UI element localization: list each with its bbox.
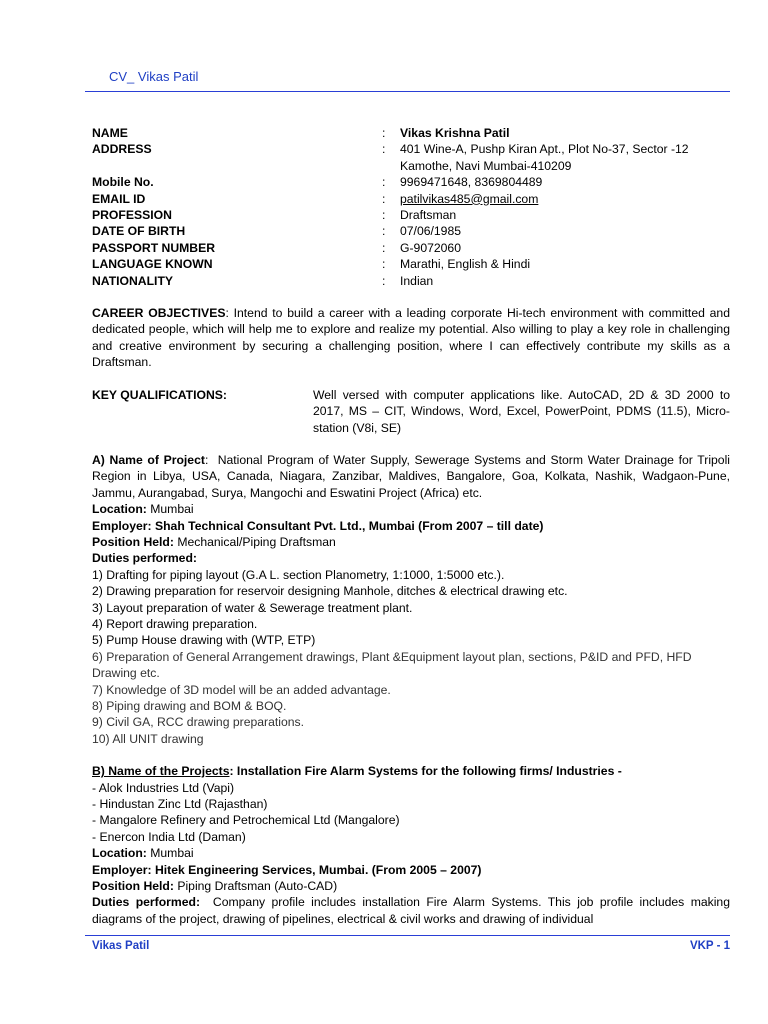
project-b-duties-text: Company profile includes installation Fire Alarm Systems. This job profile includes making diagrams of the project, drawing of pipelines, electrical & civil works and drawing of individual: [92, 895, 730, 926]
info-row-mobile: [92, 174, 730, 190]
project-a-label: A) Name of Project: [92, 452, 205, 467]
info-colon: :: [382, 208, 386, 223]
email-link[interactable]: patilvikas485@gmail.com: [400, 191, 539, 206]
duty-item: 7) Knowledge of 3D model will be an added advantage.: [92, 682, 391, 697]
info-label: Mobile No.: [92, 175, 154, 190]
project-b: [92, 763, 730, 927]
info-colon: :: [382, 240, 386, 255]
info-colon: :: [382, 224, 386, 239]
project-b-position: [92, 878, 730, 894]
info-label: DATE OF BIRTH: [92, 224, 186, 239]
header-title: CV_ Vikas Patil: [109, 69, 199, 84]
info-label: PASSPORT NUMBER: [92, 240, 216, 255]
location-label: Location:: [92, 502, 147, 517]
project-b-label: B) Name of the Projects: [92, 764, 230, 779]
position-label: Position Held:: [92, 534, 174, 549]
info-label: LANGUAGE KNOWN: [92, 257, 213, 272]
duty-item: 6) Preparation of General Arrangement drawings, Plant &Equipment layout plan, sections, P&ID and PFD, HFD Drawing etc.: [92, 649, 692, 681]
address-line-1: 401 Wine-A, Pushp Kiran Apt., Plot No-37, Sector -12: [400, 142, 689, 157]
firm-item: - Enercon India Ltd (Daman): [92, 829, 246, 844]
personal-details: [92, 125, 730, 289]
info-value: [400, 191, 730, 207]
info-value: G-9072060: [400, 240, 461, 255]
info-value: Vikas Krishna Patil: [400, 126, 510, 140]
project-a-location: [92, 501, 730, 517]
info-label: EMAIL ID: [92, 191, 146, 206]
cv-content: [92, 125, 730, 927]
firm-item: - Alok Industries Ltd (Vapi): [92, 780, 235, 795]
project-b-name: [92, 763, 730, 779]
info-value: 9969471648, 8369804489: [400, 175, 543, 190]
info-row-profession: [92, 207, 730, 223]
header-divider: [85, 91, 730, 92]
info-row-language: [92, 256, 730, 272]
key-qualifications-label: KEY QUALIFICATIONS:: [92, 387, 227, 402]
project-a-colon: :: [204, 452, 209, 467]
info-row-email: [92, 191, 730, 207]
position-value: Mechanical/Piping Draftsman: [177, 534, 336, 549]
info-colon: :: [382, 175, 386, 190]
project-b-duties: [92, 894, 730, 927]
footer-name: Vikas Patil: [92, 940, 150, 952]
position-label: Position Held:: [92, 879, 174, 894]
info-label: ADDRESS: [92, 142, 152, 157]
info-colon: :: [382, 126, 386, 140]
project-b-location: [92, 845, 730, 861]
info-colon: :: [382, 273, 386, 288]
info-row-name: [92, 125, 730, 141]
info-value: Draftsman: [400, 208, 457, 223]
career-text: : Intend to build a career with a leading corporate Hi-tech environment with committed and dedicated people, which will help me to explore and realize my potential. Also willing to play a key role in challenging and creative environment by securing a challenging position, where I can effectively contribute my skills as a Draftsman.: [92, 306, 730, 370]
duty-item: 8) Piping drawing and BOM & BOQ.: [92, 699, 287, 713]
info-row-address: [92, 141, 730, 174]
project-a-name: [92, 452, 730, 501]
duty-item: 2) Drawing preparation for reservoir designing Manhole, ditches & electrical drawing etc.: [92, 584, 568, 599]
info-label: NATIONALITY: [92, 273, 174, 288]
duty-item: 5) Pump House drawing with (WTP, ETP): [92, 633, 316, 648]
project-b-text: : Installation Fire Alarm Systems for the following firms/ Industries -: [229, 764, 622, 779]
duty-item: 4) Report drawing preparation.: [92, 616, 258, 631]
info-value: [400, 141, 730, 174]
career-label: CAREER OBJECTIVES: [92, 306, 226, 321]
project-a: [92, 452, 730, 747]
project-a-position: [92, 534, 730, 550]
duty-item: 10) All UNIT drawing: [92, 731, 204, 746]
info-row-passport: [92, 240, 730, 256]
info-row-nationality: [92, 273, 730, 289]
info-row-dob: [92, 223, 730, 239]
project-b-employer: Employer: Hitek Engineering Services, Mumbai. (From 2005 – 2007): [92, 862, 482, 877]
info-colon: :: [382, 191, 386, 206]
info-label: PROFESSION: [92, 208, 172, 223]
footer-divider: [85, 935, 730, 936]
firm-item: - Hindustan Zinc Ltd (Rajasthan): [92, 797, 268, 812]
duty-item: 3) Layout preparation of water & Sewerage treatment plant.: [92, 600, 413, 615]
info-label: NAME: [92, 126, 128, 140]
location-label: Location:: [92, 846, 147, 861]
info-value: Marathi, English & Hindi: [400, 257, 531, 272]
info-colon: :: [382, 142, 386, 157]
position-value: Piping Draftsman (Auto-CAD): [177, 879, 338, 894]
duty-item: 9) Civil GA, RCC drawing preparations.: [92, 715, 305, 730]
key-qualifications: [92, 387, 730, 436]
project-a-duties-label: Duties performed:: [92, 551, 197, 566]
info-value: Indian: [400, 273, 434, 288]
project-b-duties-label: Duties performed:: [92, 895, 201, 910]
key-qualifications-text: Well versed with computer applications like. AutoCAD, 2D & 3D 2000 to 2017, MS – CIT, Windows, Word, Excel, PowerPoint, PDMS (11.5), Micro-station (V8i, SE): [313, 387, 730, 435]
firm-item: - Mangalore Refinery and Petrochemical Ltd (Mangalore): [92, 813, 400, 828]
info-colon: :: [382, 257, 386, 272]
project-a-text: National Program of Water Supply, Sewerage Systems and Storm Water Drainage for Tripoli Region in Libya, USA, Canada, Niagara, Zanzibar, Maldives, Bangalore, Goa, Kolkata, Nashik, Wadgaon-Pune, Jammu, Aurangabad, Surya, Mangochi and Eswatini Project (Africa) etc.: [92, 452, 730, 500]
location-value: Mumbai: [150, 502, 194, 517]
footer-page-number: VKP - 1: [689, 940, 730, 952]
career-objectives: [92, 305, 730, 371]
project-a-employer: Employer: Shah Technical Consultant Pvt. Ltd., Mumbai (From 2007 – till date): [92, 518, 544, 533]
duty-item: 1) Drafting for piping layout (G.A L. section Planometry, 1:1000, 1:5000 etc.).: [92, 567, 505, 582]
info-value: 07/06/1985: [400, 224, 461, 239]
location-value: Mumbai: [150, 846, 194, 861]
address-line-2: Kamothe, Navi Mumbai-410209: [400, 158, 572, 173]
